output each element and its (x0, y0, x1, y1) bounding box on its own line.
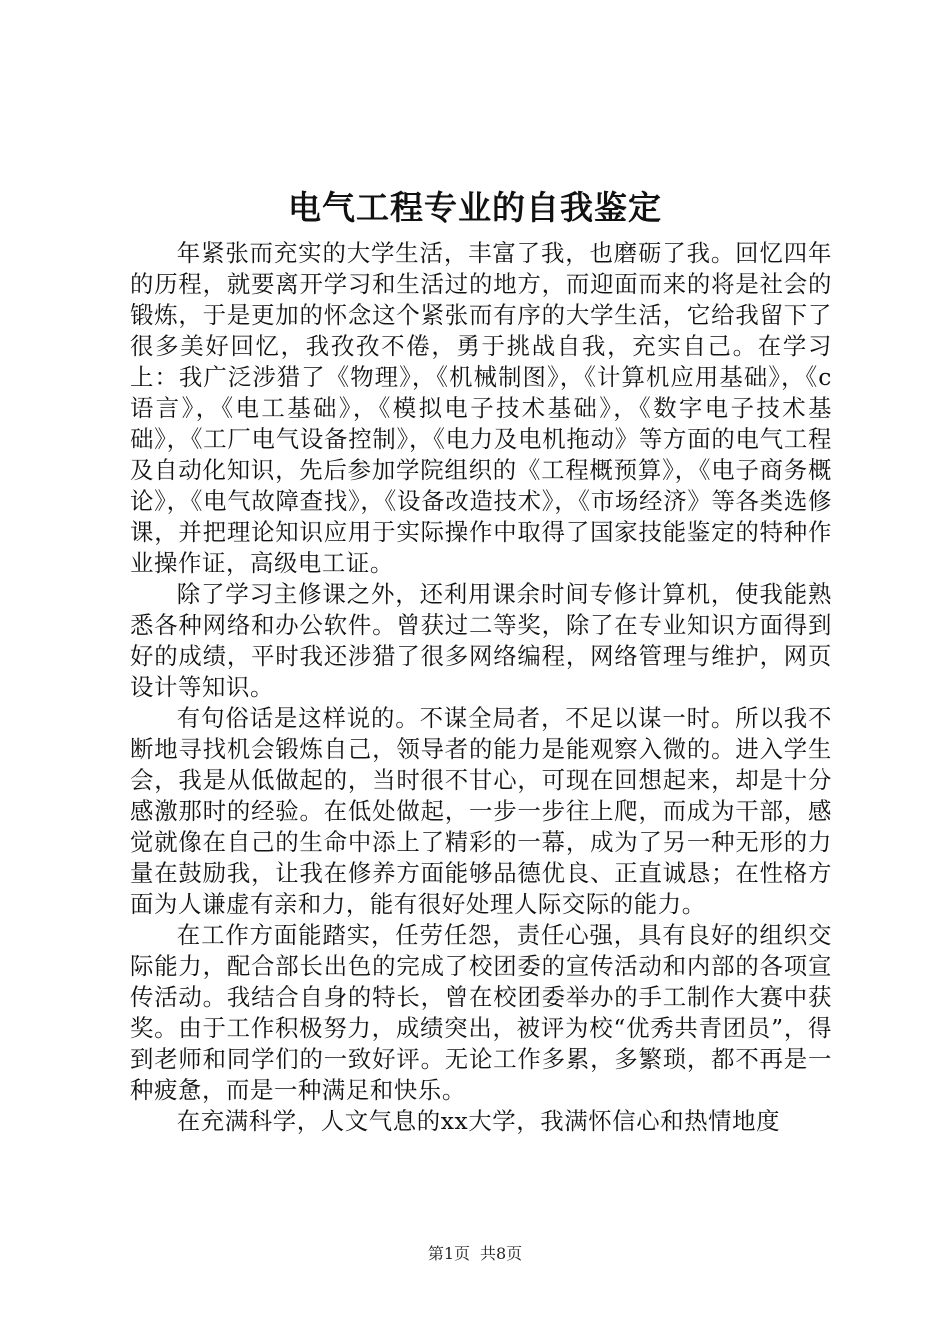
page-number-current: 第1页 (427, 1244, 470, 1263)
document-body (130, 238, 832, 1137)
paragraph-4: 在工作方面能踏实，任劳任怨，责任心强，具有良好的组织交际能力，配合部长出色的完成了校团委的宣传活动和内部的各项宣传活动。我结合自身的特长，曾在校团委举办的手工制作大赛中获奖。由于工作积极努力，成绩突出，被评为校“优秀共青团员”，得到老师和同学们的一致好评。无论工作多累，多繁琐，都不再是一种疲惫，而是一种满足和快乐。 (130, 921, 832, 1104)
page-footer (0, 1243, 950, 1265)
page-title: 电气工程专业的自我鉴定 (288, 188, 662, 227)
page-number-total: 共8页 (480, 1244, 523, 1263)
paragraph-3: 有句俗话是这样说的。不谋全局者，不足以谋一时。所以我不断地寻找机会锻炼自己，领导者的能力是能观察入微的。进入学生会，我是从低做起的，当时很不甘心，可现在回想起来，却是十分感激那时的经验。在低处做起，一步一步往上爬，而成为干部，感觉就像在自己的生命中添上了精彩的一幕，成为了另一种无形的力量在鼓励我，让我在修养方面能够品德优良、正直诚恳；在性格方面为人谦虚有亲和力，能有很好处理人际交际的能力。 (130, 704, 832, 918)
paragraph-2: 除了学习主修课之外，还利用课余时间专修计算机，使我能熟悉各种网络和办公软件。曾获过二等奖，除了在专业知识方面得到好的成绩，平时我还涉猎了很多网络编程，网络管理与维护，网页设计等知识。 (130, 580, 832, 701)
paragraph-5: 在充满科学，人文气息的xx大学，我满怀信心和热情地度 (176, 1107, 781, 1135)
paragraph-1: 年紧张而充实的大学生活，丰富了我，也磨砺了我。回忆四年的历程，就要离开学习和生活过的地方，而迎面而来的将是社会的锻炼，于是更加的怀念这个紧张而有序的大学生活，它给我留下了很多美好回忆，我孜孜不倦，勇于挑战自我，充实自己。在学习上：我广泛涉猎了《物理》，《机械制图》，《计算机应用基础》，《c语言》，《电工基础》，《模拟电子技术基础》，《数字电子技术基础》，《工厂电气设备控制》，《电力及电机拖动》等方面的电气工程及自动化知识，先后参加学院组织的《工程概预算》，《电子商务概论》，《电气故障查找》，《设备改造技术》，《市场经济》等各类选修课，并把理论知识应用于实际操作中取得了国家技能鉴定的特种作业操作证，高级电工证。 (130, 239, 832, 577)
